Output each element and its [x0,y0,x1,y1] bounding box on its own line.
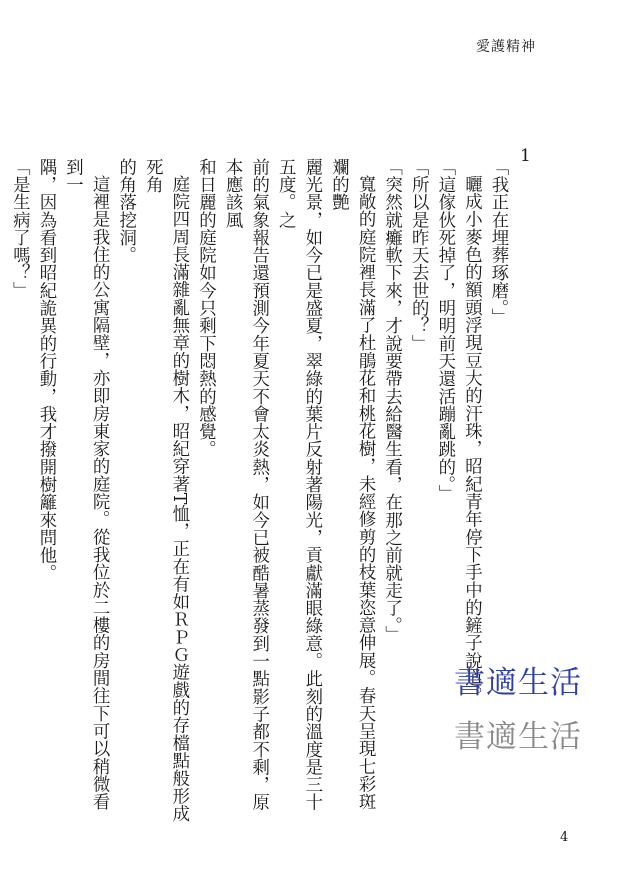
text-line: 「所以是昨天去世的？」 [408,158,429,353]
text-line: 「這傢伙死掉了，明明前天還活蹦亂跳的。」 [434,158,455,503]
text-line: 「突然就癱軟下來，才說要帶去給醫生看，在那之前就走了。」 [381,158,402,644]
chapter-number: 1 [520,146,531,166]
text-line: 麗光景，如今已是盛夏，翠綠的葉片反射著陽光，貢獻滿眼綠意。此刻的溫度是三十五度。之 [275,158,322,812]
body-text [6,158,511,823]
text-line: 的角落挖洞。 [115,158,136,264]
watermark-gray: 書適生活 [454,719,582,755]
text-line: 寬敞的庭院裡長滿了杜鵑花和桃花樹，未經修剪的枝葉恣意伸展。春天呈現七彩斑斕的艷 [328,158,376,811]
text-line: 庭院四周長滿雜亂無章的樹木，昭紀穿著T恤，正在有如ＲＰＧ遊戲的存檔點般形成死角 [142,158,189,823]
text-line: 前的氣象報告還預測今年夏天不會太炎熱，如今已被酷暑蒸發到一點影子都不剩，原本應該風 [222,158,269,812]
watermark-blue: 書適生活 [454,665,582,701]
text-line: 曬成小麥色的額頭浮現豆大的汗珠，昭紀青年停下手中的鏟子說道。 [461,175,482,705]
page-number: 4 [560,830,569,845]
running-header: 愛護精神 [476,39,536,55]
text-line: 這裡是我住的公寓隔壁，亦即房東家的庭院。從我位於二樓的房間往下可以稍微看到一 [62,158,110,811]
text-line: 「是生病了嗎？」 [9,158,30,300]
text-line: 隅，因為看到昭紀詭異的行動，我才撥開樹籬來問他。 [35,158,56,582]
text-line: 「我正在埋葬琢磨。」 [488,158,508,326]
text-line: 和日麗的庭院如今只剩下悶熱的感覺。 [195,158,216,459]
